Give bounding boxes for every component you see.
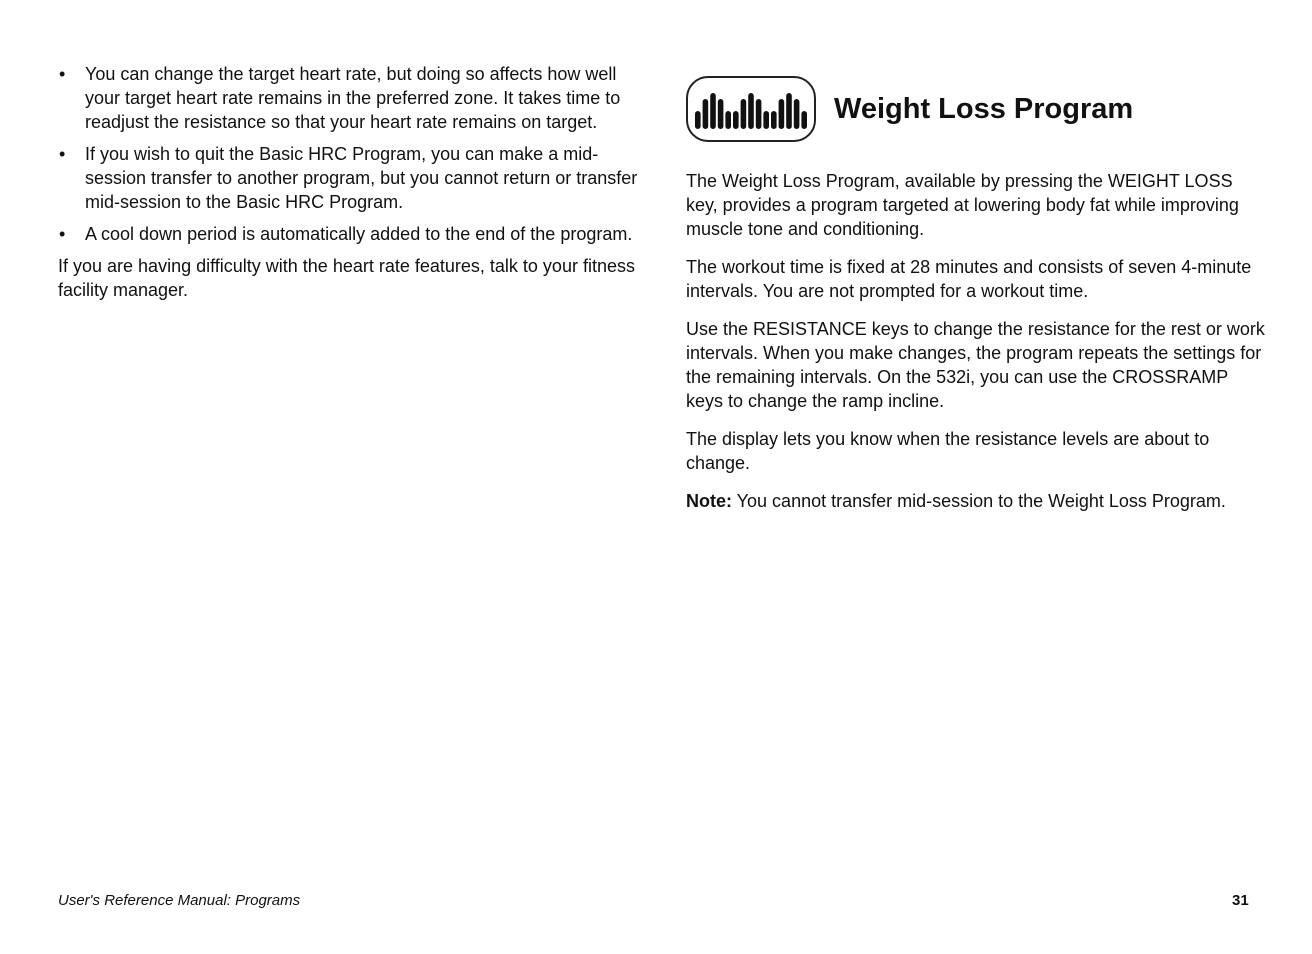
bullet-symbol: • [59,224,66,244]
section-body [686,169,1266,513]
profile-bar [794,99,800,129]
profile-bar [718,99,724,129]
list-item [58,62,638,134]
profile-bars-icon [695,89,807,129]
bullet-symbol: • [59,144,66,164]
body-paragraph: The workout time is fixed at 28 minutes and consists of seven 4-minute intervals. You are not prompted for a workout time. [686,257,1252,301]
bullet-list [58,62,638,246]
profile-bar [779,99,785,129]
profile-bar [703,99,709,129]
section-header [686,74,1266,144]
bullet-text: You can change the target heart rate, but doing so affects how well your target heart rate remains in the preferred zone. It takes time to readjust the resistance so that your heart rate remains on target. [85,64,621,132]
profile-bar [710,93,716,129]
profile-bar [725,111,731,129]
footer-manual-title: User's Reference Manual: Programs [58,892,301,909]
body-paragraph: Use the RESISTANCE keys to change the resistance for the rest or work intervals. When you make changes, the program repeats the settings for the remaining intervals. On the 532i, you can use the CROSSRAMP keys to change the ramp incline. [686,319,1265,411]
profile-bar [741,99,747,129]
profile-bar [786,93,792,129]
profile-bar [748,93,754,129]
profile-bar [695,111,701,129]
note-text: You cannot transfer mid-session to the Weight Loss Program. [732,491,1226,511]
profile-bar [763,111,769,129]
left-column [58,62,638,302]
bullet-text: If you wish to quit the Basic HRC Program, you can make a mid-session transfer to another program, but you cannot return or transfer mid-session to the Basic HRC Program. [85,144,638,212]
page-number: 31 [1232,892,1249,909]
right-column [686,74,1266,527]
list-item [58,142,638,214]
profile-bar [801,111,807,129]
note-label: Note: [686,491,732,511]
profile-bar [771,111,777,129]
body-paragraph: The Weight Loss Program, available by pressing the WEIGHT LOSS key, provides a program targeted at lowering body fat while improving muscle tone and conditioning. [686,171,1239,239]
profile-bar [756,99,762,129]
bullet-symbol: • [59,64,66,84]
bullet-text: A cool down period is automatically added to the end of the program. [85,224,633,244]
profile-bar [733,111,739,129]
note-paragraph [686,489,1266,513]
section-title: Weight Loss Program [834,93,1134,125]
body-paragraph: The display lets you know when the resistance levels are about to change. [686,429,1210,473]
closing-paragraph: If you are having difficulty with the heart rate features, talk to your fitness facility manager. [58,256,635,300]
interval-profile-icon [686,76,816,142]
list-item [58,222,638,246]
